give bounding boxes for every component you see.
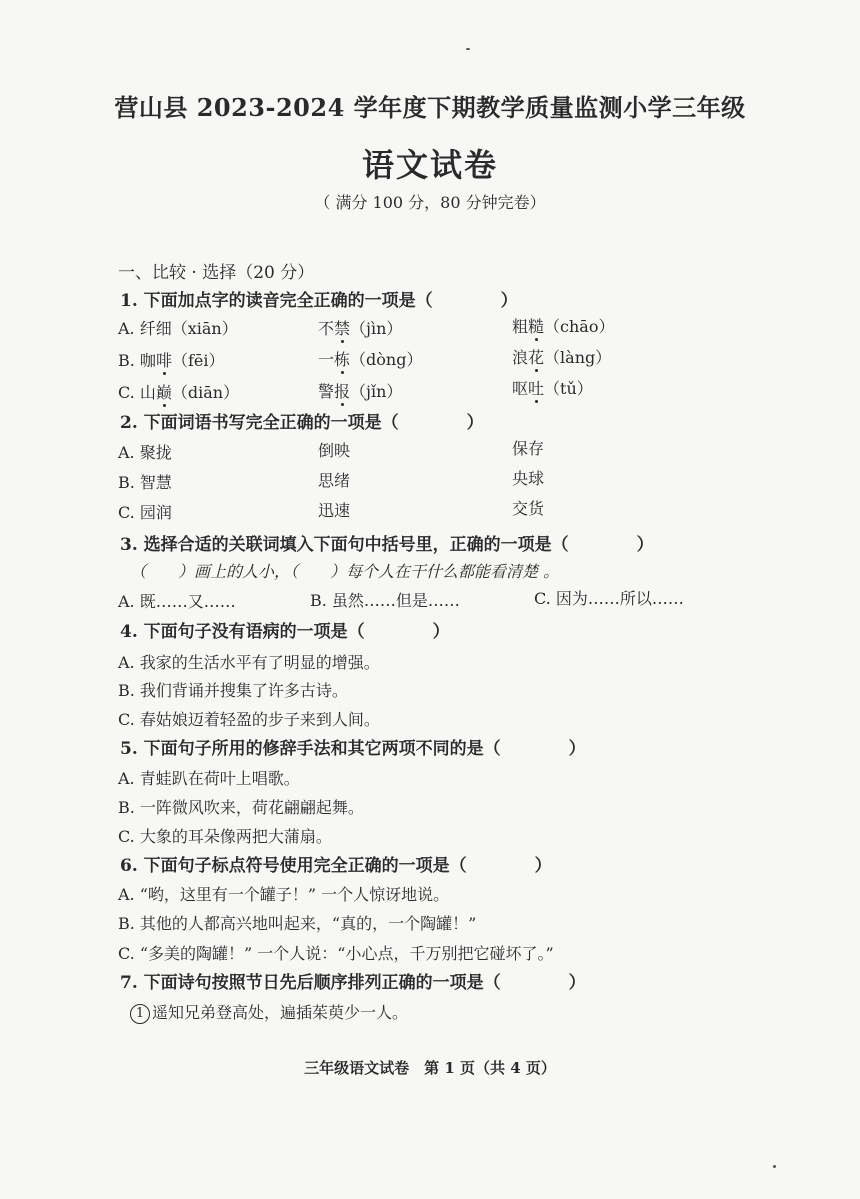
dotted-char: 糙 [528, 317, 545, 336]
dotted-char: 啡 [155, 351, 172, 370]
q2-option-a-word-3: 保存 [512, 439, 545, 458]
q2-option-c-word-2: 迅速 [318, 501, 351, 520]
dotted-char: 禁 [334, 319, 351, 338]
question-2-stem: 2. 下面词语书写完全正确的一项是（ ） [120, 413, 484, 433]
exam-score-time-note: （ 满分 100 分，80 分钟完卷） [314, 193, 546, 212]
q3-option-b: B. 虽然……但是…… [310, 591, 460, 610]
q6-option-c: C. “多美的陶罐！” 一个人说：“小心点，千万别把它碰坏了。” [118, 944, 554, 963]
question-1-stem: 1. 下面加点字的读音完全正确的一项是（ ） [120, 291, 518, 311]
question-7-stem: 7. 下面诗句按照节日先后顺序排列正确的一项是（ ） [120, 973, 586, 993]
q5-option-c: C. 大象的耳朵像两把大蒲扇。 [118, 827, 332, 846]
q2-option-c-word-1: C. 园润 [118, 503, 172, 522]
question-4-stem: 4. 下面句子没有语病的一项是（ ） [120, 622, 450, 642]
q6-option-b: B. 其他的人都高兴地叫起来，“真的，一个陶罐！” [118, 914, 477, 933]
q5-option-b: B. 一阵微风吹来，荷花翩翩起舞。 [118, 798, 364, 817]
q4-option-a: A. 我家的生活水平有了明显的增强。 [118, 653, 380, 672]
q5-option-a: A. 青蛙趴在荷叶上唱歌。 [118, 769, 300, 788]
q6-option-a: A. “哟，这里有一个罐子！” 一个人惊讶地说。 [118, 885, 450, 904]
scan-speck [466, 48, 470, 50]
q1-option-a-word-3: 粗糙（chāo） [512, 317, 615, 336]
exam-title-line1: 营山县 2023-2024 学年度下期教学质量监测小学三年级 [114, 93, 746, 122]
q2-option-b-word-1: B. 智慧 [118, 473, 172, 492]
question-5-stem: 5. 下面句子所用的修辞手法和其它两项不同的是（ ） [120, 739, 586, 759]
q1-option-c-word-1: C. 山巅（diān） [118, 383, 240, 402]
question-3-stem: 3. 选择合适的关联词填入下面句中括号里，正确的一项是（ ） [120, 535, 654, 555]
question-6-stem: 6. 下面句子标点符号使用完全正确的一项是（ ） [120, 856, 552, 876]
exam-title-subject: 语文试卷 [361, 146, 498, 184]
q3-option-c: C. 因为……所以…… [534, 589, 684, 608]
q2-option-b-word-3: 央球 [512, 469, 545, 488]
q4-option-b: B. 我们背诵并搜集了许多古诗。 [118, 681, 348, 700]
scan-speck [773, 1165, 776, 1168]
q1-option-c-word-3: 呕吐（tǔ） [512, 379, 593, 398]
q1-option-c-word-2: 警报（jǐn） [318, 382, 403, 401]
q1-option-b-word-1: B. 咖啡（fēi） [118, 351, 225, 370]
q1-option-a-word-2: 不禁（jìn） [318, 319, 403, 338]
dotted-char: 吐 [528, 379, 545, 398]
dotted-char: 花 [528, 348, 545, 367]
q1-option-a-word-1: A. 纤细（xiān） [118, 319, 238, 338]
q4-option-c: C. 春姑娘迈着轻盈的步子来到人间。 [118, 710, 380, 729]
q3-option-a: A. 既……又…… [118, 592, 236, 611]
dotted-char: 巅 [155, 383, 172, 402]
dotted-char: 栋 [334, 350, 351, 369]
q2-option-a-word-1: A. 聚拢 [118, 443, 172, 462]
q1-option-b-word-2: 一栋（dòng） [318, 350, 423, 369]
q2-option-c-word-3: 交货 [512, 499, 545, 518]
q2-option-a-word-2: 倒映 [318, 441, 351, 460]
q7-poem-line-1: 1 遥知兄弟登高处，遍插茱萸少一人。 [130, 1000, 408, 1024]
q2-option-b-word-2: 思绪 [318, 471, 351, 490]
q1-option-b-word-3: 浪花（làng） [512, 348, 612, 367]
circled-number: 1 [130, 1004, 150, 1024]
q3-handwritten-sentence: （ ）画上的人小，（ ）每个人在干什么都能看清楚 。 [130, 562, 560, 581]
dotted-char: 报 [334, 382, 351, 401]
section-heading: 一、比较 · 选择（20 分） [118, 263, 315, 283]
page-footer: 三年级语文试卷 第 1 页（共 4 页） [304, 1059, 556, 1077]
